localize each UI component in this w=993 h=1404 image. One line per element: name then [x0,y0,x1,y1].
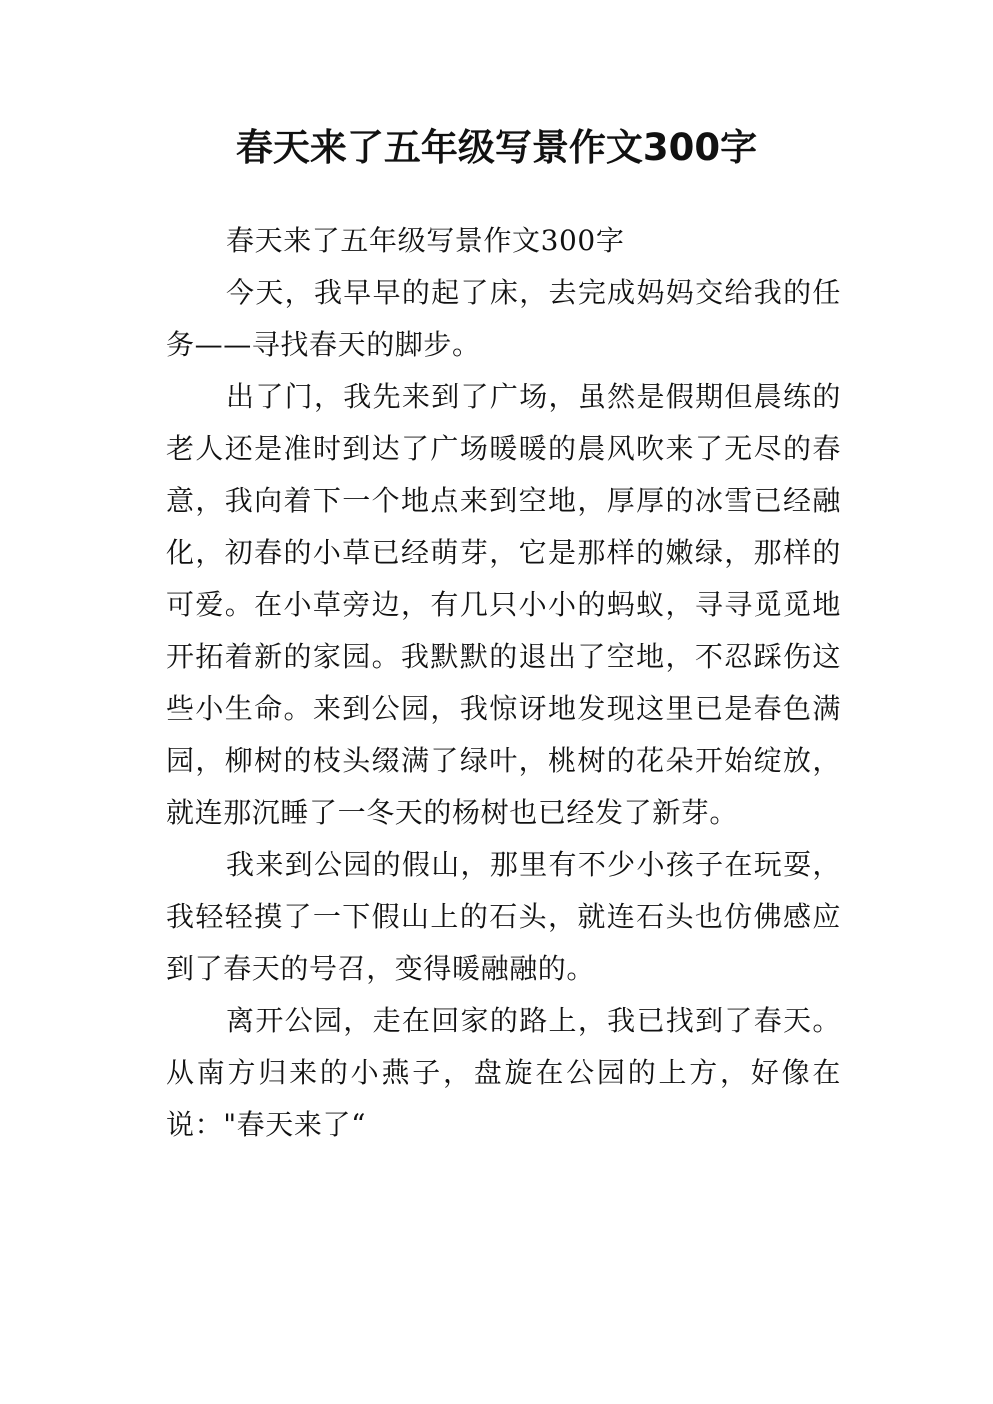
paragraph-4: 离开公园，走在回家的路上，我已找到了春天。从南方归来的小燕子，盘旋在公园的上方，好像在说："春天来了“ [166,1004,841,1141]
paragraph-subtitle: 春天来了五年级写景作文300字 [226,224,625,257]
paragraph-3: 我来到公园的假山，那里有不少小孩子在玩耍，我轻轻摸了一下假山上的石头，就连石头也仿佛感应到了春天的号召，变得暖融融的。 [166,848,841,985]
document-title: 春天来了五年级写景作文300字 [235,126,758,169]
paragraph-1: 今天，我早早的起了床，去完成妈妈交给我的任务——寻找春天的脚步。 [166,276,841,361]
document-body [166,215,841,1151]
paragraph-2: 出了门，我先来到了广场，虽然是假期但晨练的老人还是准时到达了广场暖暖的晨风吹来了无尽的春意，我向着下一个地点来到空地，厚厚的冰雪已经融化，初春的小草已经萌芽，它是那样的嫩绿，那样的可爱。在小草旁边，有几只小小的蚂蚁，寻寻觅觅地开拓着新的家园。我默默的退出了空地，不忍踩伤这些小生命。来到公园，我惊讶地发现这里已是春色满园，柳树的枝头缀满了绿叶，桃树的花朵开始绽放，就连那沉睡了一冬天的杨树也已经发了新芽。 [166,380,841,829]
